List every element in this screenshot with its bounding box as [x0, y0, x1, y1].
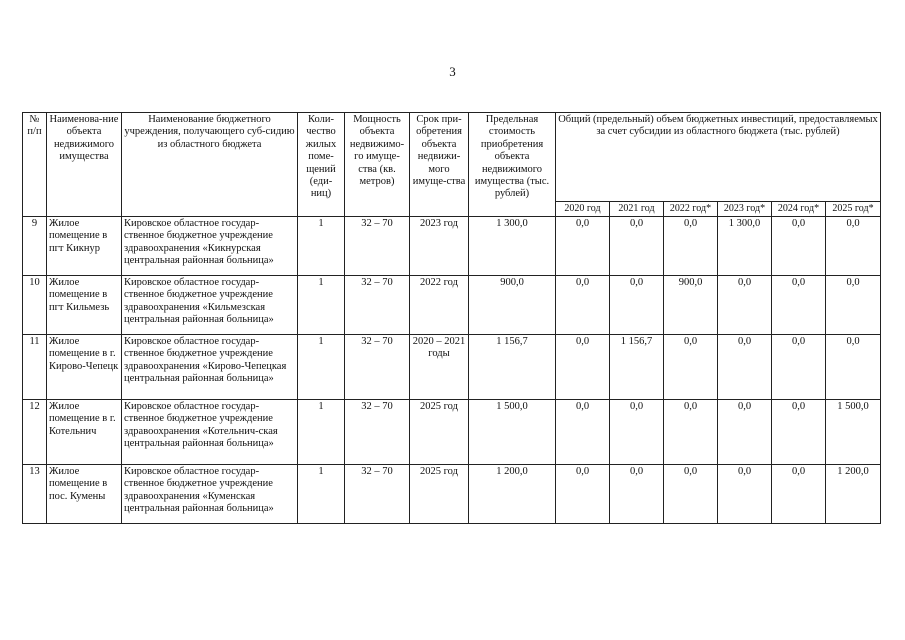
- row-institution: Кировское областное государ-ственное бюджетное учреждение здравоохранения «Кильмезская центральная районная больница»: [122, 275, 298, 334]
- header-num: № п/п: [23, 113, 47, 217]
- header-institution: Наименование бюджетного учреждения, получающего суб-сидию из областного бюджета: [122, 113, 298, 217]
- row-object: Жилое помещение в г. Котельнич: [47, 399, 122, 464]
- row-y2023: 1 300,0: [718, 216, 772, 275]
- header-year-2022: 2022 год*: [664, 202, 718, 217]
- row-y2021: 0,0: [610, 399, 664, 464]
- row-y2020: 0,0: [556, 464, 610, 523]
- header-total: Общий (предельный) объем бюджетных инвестиций, предоставляемых за счет субсидии из областного бюджета (тыс. рублей): [556, 113, 881, 202]
- row-y2021: 0,0: [610, 216, 664, 275]
- table-row: [23, 216, 881, 275]
- row-y2022: 0,0: [664, 216, 718, 275]
- header-capacity: Мощность объекта недвижимо-го имуще-ства (кв. метров): [345, 113, 410, 217]
- row-y2022: 0,0: [664, 464, 718, 523]
- row-count: 1: [298, 334, 345, 399]
- row-y2023: 0,0: [718, 275, 772, 334]
- row-y2021: 0,0: [610, 464, 664, 523]
- row-y2020: 0,0: [556, 216, 610, 275]
- row-cost: 1 300,0: [469, 216, 556, 275]
- header-count: Коли-чество жилых поме-щений (еди-ниц): [298, 113, 345, 217]
- row-term: 2023 год: [410, 216, 469, 275]
- row-object: Жилое помещение в пос. Кумены: [47, 464, 122, 523]
- table-row: [23, 275, 881, 334]
- row-term: 2025 год: [410, 464, 469, 523]
- row-y2023: 0,0: [718, 399, 772, 464]
- row-capacity: 32 – 70: [345, 275, 410, 334]
- page-number: 3: [449, 64, 456, 79]
- row-count: 1: [298, 399, 345, 464]
- row-y2024: 0,0: [772, 464, 826, 523]
- row-num: 12: [23, 399, 47, 464]
- row-capacity: 32 – 70: [345, 334, 410, 399]
- row-y2024: 0,0: [772, 216, 826, 275]
- row-institution: Кировское областное государ-ственное бюджетное учреждение здравоохранения «Кикнурская центральная районная больница»: [122, 216, 298, 275]
- row-y2023: 0,0: [718, 464, 772, 523]
- row-cost: 1 156,7: [469, 334, 556, 399]
- row-y2023: 0,0: [718, 334, 772, 399]
- row-count: 1: [298, 275, 345, 334]
- row-y2020: 0,0: [556, 399, 610, 464]
- investment-table: [22, 112, 881, 524]
- header-cost: Предельная стоимость приобретения объекта недвижимого имущества (тыс. рублей): [469, 113, 556, 217]
- row-y2025: 1 500,0: [826, 399, 881, 464]
- row-y2025: 0,0: [826, 334, 881, 399]
- row-term: 2020 – 2021 годы: [410, 334, 469, 399]
- header-year-2024: 2024 год*: [772, 202, 826, 217]
- row-y2024: 0,0: [772, 275, 826, 334]
- row-num: 9: [23, 216, 47, 275]
- row-object: Жилое помещение в г. Кирово-Чепецк: [47, 334, 122, 399]
- row-y2025: 0,0: [826, 216, 881, 275]
- row-y2022: 900,0: [664, 275, 718, 334]
- row-cost: 1 200,0: [469, 464, 556, 523]
- row-institution: Кировское областное государ-ственное бюджетное учреждение здравоохранения «Кирово-Чепецкая центральная районная больница»: [122, 334, 298, 399]
- row-y2020: 0,0: [556, 334, 610, 399]
- row-y2020: 0,0: [556, 275, 610, 334]
- header-term: Срок при-обретения объекта недвижи-мого имуще-ства: [410, 113, 469, 217]
- row-y2022: 0,0: [664, 334, 718, 399]
- row-y2022: 0,0: [664, 399, 718, 464]
- header-row: [23, 113, 881, 202]
- row-object: Жилое помещение в пгт Кикнур: [47, 216, 122, 275]
- table-row: [23, 334, 881, 399]
- header-object: Наименова-ние объекта недвижимого имущества: [47, 113, 122, 217]
- row-term: 2022 год: [410, 275, 469, 334]
- row-num: 10: [23, 275, 47, 334]
- row-num: 13: [23, 464, 47, 523]
- row-y2021: 0,0: [610, 275, 664, 334]
- header-year-2021: 2021 год: [610, 202, 664, 217]
- row-count: 1: [298, 464, 345, 523]
- row-y2024: 0,0: [772, 399, 826, 464]
- header-year-2025: 2025 год*: [826, 202, 881, 217]
- row-cost: 1 500,0: [469, 399, 556, 464]
- row-capacity: 32 – 70: [345, 464, 410, 523]
- row-y2025: 1 200,0: [826, 464, 881, 523]
- row-term: 2025 год: [410, 399, 469, 464]
- header-year-2023: 2023 год*: [718, 202, 772, 217]
- row-y2024: 0,0: [772, 334, 826, 399]
- row-cost: 900,0: [469, 275, 556, 334]
- row-count: 1: [298, 216, 345, 275]
- row-y2021: 1 156,7: [610, 334, 664, 399]
- row-capacity: 32 – 70: [345, 216, 410, 275]
- row-institution: Кировское областное государ-ственное бюджетное учреждение здравоохранения «Котельнич-ская центральная районная больница»: [122, 399, 298, 464]
- row-num: 11: [23, 334, 47, 399]
- header-year-2020: 2020 год: [556, 202, 610, 217]
- table-row: [23, 399, 881, 464]
- row-institution: Кировское областное государ-ственное бюджетное учреждение здравоохранения «Куменская центральная районная больница»: [122, 464, 298, 523]
- row-object: Жилое помещение в пгт Кильмезь: [47, 275, 122, 334]
- row-y2025: 0,0: [826, 275, 881, 334]
- table-row: [23, 464, 881, 523]
- row-capacity: 32 – 70: [345, 399, 410, 464]
